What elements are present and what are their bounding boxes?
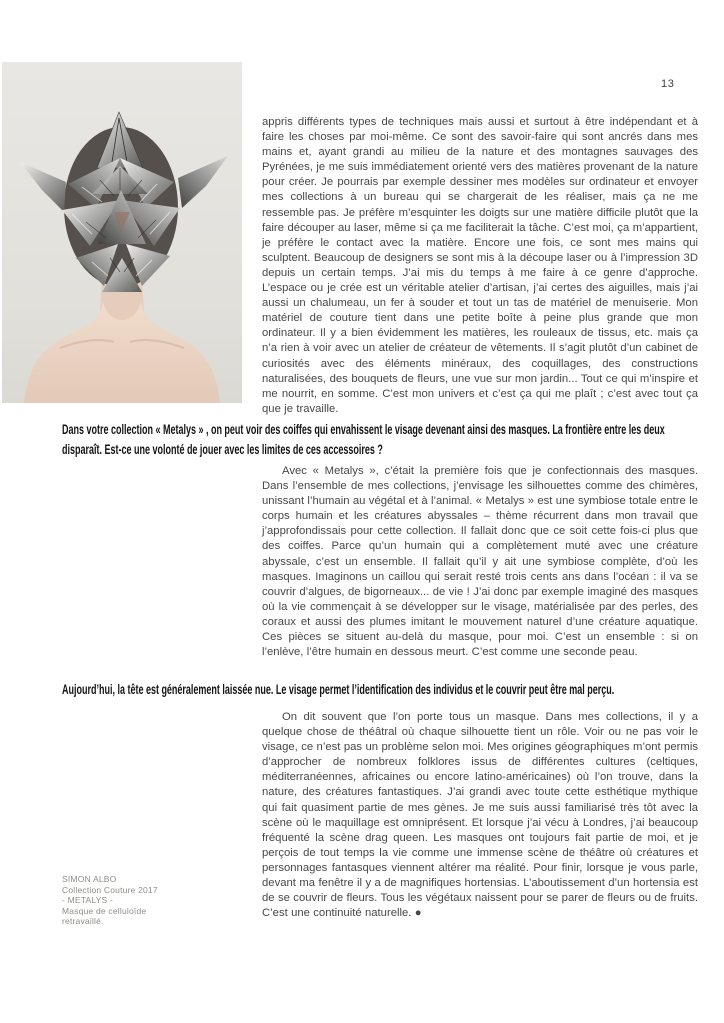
paragraph-2: Avec « Metalys », c’était la première fois que je confectionnais des masques. Dans l’ensemble de mes collections, j’envisage les silhouettes comme des chimères, unissant l’humain au végétal et à l’animal. « Metalys » est une symbiose totale entre le corps humain et les créatures abyssales – thème récurrent dans mon travail que j’approfondissais pour cette collection. Il fallait donc que ce soit cette fois-ci plus que des coiffes. Parce qu’un humain qui a complètement muté avec une créature abyssale, c’est un ensemble. Il fallait qu’il y ait une symbiose complète, d’où les masques. Imaginons un caillou qui serait resté trois cents ans dans l’océan : il va se couvrir d’algues, de bigorneaux... de vie ! J’ai donc par exemple imaginé des masques où la vie commençait à se développer sur le visage, matérialisée par des perles, des coraux et aussi des plumes imitant le mouvement naturel d’une créature aquatique. Ces pièces se situent au-delà du masque, pour moi. C’est un ensemble : si on l’enlève, l’être humain en dessous meurt. C’est comme une seconde peau. [262,465,698,659]
paragraph-3: On dit souvent que l’on porte tous un masque. Dans mes collections, il y a quelque chose de théâtral où chaque silhouette tient un rôle. Voir ou ne pas voir le visage, ce n’est pas un problème selon moi. Mes origines géographiques m’ont permis d’approcher de nombreux folklores issus de différentes cultures (celtiques, méditerranéennes, africaines ou encore latino-américaines) où l’on trouve, dans la nature, des créatures fantastiques. J’ai grandi avec toute cette esthétique mythique qui fait quasiment partie de mes gènes. Je me suis aussi familiarisé très tôt avec la scène où le maquillage est omniprésent. Et lorsque j’ai vécu à Londres, j’ai beaucoup fréquenté la scène drag queen. Les masques ont toujours fait partie de moi, et je perçois de tout temps la vie comme une immense scène de théâtre où créatures et personnages fantasques viennent altérer ma réalité. Pour finir, lorsque je vous parle, devant ma fenêtre il y a de magnifiques hortensias. L’aboutissement d’un hortensia est de se couvrir de fleurs. Tous les végétaux naissent pour se parer de fleurs ou de fruits. C’est une continuité naturelle. ● [262,711,698,920]
interview-question-2-text: Aujourd’hui, la tête est généralement laissée nue. Le visage permet l’identification des individus et le couvrir peut être mal perçu. [62,681,615,697]
caption-collection: Collection Couture 2017 [62,884,158,895]
caption-material-line1: Masque de celluloïde [62,905,147,916]
portrait-photo [2,62,242,403]
caption-collection-title: - METALYS - [62,895,114,906]
photo-caption [62,874,168,927]
caption-artist-name: SIMON ALBO [62,874,117,884]
interview-question-1-text: Dans votre collection « Metalys » , on peut voir des coiffes qui envahissent le visage devenant ainsi des masques. La frontière entre les deux disparaît. Est-ce une volonté de jouer avec les limites de ces accessoires ? [62,421,665,457]
interview-question-1 [62,420,698,459]
page-number: 13 [661,78,675,90]
interview-question-2 [62,680,698,700]
caption-material-line2: retravaillé. [62,916,104,927]
paragraph-1: appris différents types de techniques mais aussi et surtout à être indépendant et à faire les choses par moi-même. Ce sont des savoir-faire qui sont ancrés dans mes mains et, ayant grandi au milieu de la nature et des montagnes sauvages des Pyrénées, je me suis immédiatement orienté vers des matières provenant de la nature pour créer. Je pourrais par exemple dessiner mes modèles sur ordinateur et envoyer mes collections à un bureau qui se chargerait de les réaliser, mais ça ne me ressemble pas. Je préfère m’esquinter les doigts sur une matière difficile plutôt que la faire découper au laser, même si ça me faciliterait la tâche. C’est moi, ça m’appartient, je préfère le contact avec la matière. Encore une fois, ce sont mes mains qui sculptent. Beaucoup de designers se sont mis à la découpe laser ou à l’impression 3D depuis un certain temps. J’ai mis du temps à me faire à ce genre d’approche. L’espace ou je crée est un véritable atelier d’artisan, j’ai certes des aiguilles, mais j’ai aussi un chalumeau, un fer à souder et tout un tas de matériel de menuiserie. Mon matériel de couture tient dans une petite boîte à peine plus grande que mon ordinateur. Il y a bien évidemment les matières, les rouleaux de tissus, etc. mais ça n’a rien à voir avec un atelier de créateur de vêtements. Il s’agit plutôt d’un cabinet de curiosités avec des éléments minéraux, des coquillages, des constructions naturalisées, des bouquets de fleurs, une vue sur mon jardin... Tout ce qui m’inspire et me nourrit, en somme. C’est mon univers et c’est ça qui me plaît ; c’est avec tout ça que je travaille. [262,116,698,415]
portrait-photo-illustration [2,62,242,403]
